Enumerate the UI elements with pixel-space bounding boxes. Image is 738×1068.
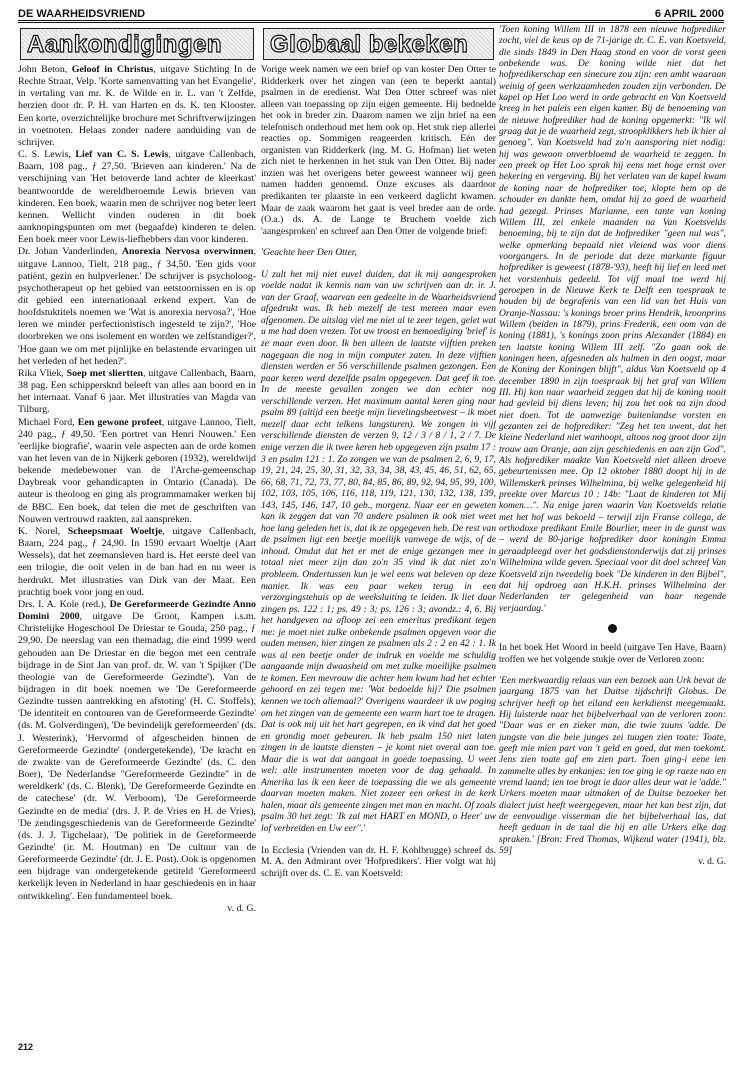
- announcement-item: K. Norel, Scheepsmaat Woeltje, uitgave Callenbach, Baarn, 224 pag., ƒ 24,90. In 1590 ervaart Woeltje (Aart Wessels), dat het zeemansleven hard is. Het eerste deel van een trilogie, die ooit velen in de ban had en nu weer is herdrukt. Met illustraties van Dirk van der Maat. Een prachtig boek voor jong en oud.: [18, 525, 256, 598]
- intro-paragraph: Vorige week namen we een brief op van koster Den Otter te Ridderkerk over het zingen van (een te beperkt aantal) psalmen in de eredienst. Wat Den Otter schreef was niet alleen van toepassing op zijn eigen gemeente. Hij bedoelde het ook in breder zin. Daarom namen we zijn brief na een telefonisch onderhoud met hem ook op. Het stuk riep allerlei reacties op. Sommigen reageerden kritisch. Eén der organisten van Ridderkerk (ing. M. G. Hofman) liet weten zich niet te herkennen in het stuk van Den Otter. Bij nader inzien was het overigens beter geweest wanneer wij geen namen hadden genoemd. Onze excuses als daardoor predikanten ter plaatste in een verkeerd daglicht kwamen. Maar de zaak waarom het gaat is veel breder aan de orde. (O.a.) ds. A. de Lange te Bruchem voelde zich 'aangesproken' en schreef aan Den Otter de volgende brief:: [261, 64, 496, 237]
- page-header: [18, 3, 724, 20]
- section-banner-overview: Globaal bekeken: [263, 28, 494, 60]
- separator-bullet: [499, 624, 726, 636]
- publication-name: DE WAARHEIDSVRIEND: [18, 8, 146, 20]
- author-signature: v. d. G.: [227, 902, 256, 914]
- quote-court-preacher: 'Toen koning Willem III in 1878 een nieuwe hofprediker zocht, viel de keus op de 71-jarige dr. C. E. van Koetsveld, die sinds 1849 in Den Haag stond en voor de vorst geen onbekende was. De koning wilde niet dat het hofpredikerschap een sinecure zou zijn: een ambt waaraan weinig of geen werkzaamheden zouden zijn verbonden. De kapel op Het Loo werd in orde gebracht en Van Koetsveld kreeg in het paleis een eigen kamer. Bij de benoeming van de nieuwe hofprediker had de koning opgemerkt: "Ik wil graag dat je de waarheid zegt, stroopklikkers heb ik hier al genoeg". Van Koetsveld had zo'n aansporing niet nodig: hij was gewoon onverbloemd de waarheid te zeggen. In een preek op Het Loo sprak hij eens met hoge ernst over bekering en vergeving. Bij het verlaten van de kapel kwam de koning naar de hofprediker toe, klopte hem op de schouder en dankte hem, omdat hij zo goed de waarheid had gezegd. Prinses Marianne, een tante van koning Willem III, zei enkele maanden na Van Koetsvelds benoeming, bij te zijn dat de hofprediker "geen nul was", welke opmerking bepaald niet vleiend was voor diens voorgangers. In de periode dat deze markante figuur hofprediker is geweest (1878-'93), heeft hij lief en leed met het vorstenhuis gedeeld. Tot vijf maal toe werd hij geroepen in de Nieuwe Kerk te Delft een toespraak te houden bij de begrafenis van een lid van het Huis van Oranje-Nassau: 's konings broer prins Hendrik, kroonprins Willem (beiden in 1879), prins Frederik, een oom van de koning (1881), 's konings zoon prins Alexander (1884) en ten laatste koning Willem III zelf. "Zo gaan ook de koningen heen, afgesneden als halmen in den oogst, maar de Koning der Koningen blijft", aldus Van Koetsveld op 4 december 1890 in zijn toespraak bij het graf van Willem III. Hij kon naar waarheid zeggen dat hij de koning nooit had gevleid bij diens leven; hij zou het ook na zijn dood niet doen. Tot de aanwezige buitenlandse vorsten en gezanten zei de hofprediker: "Zeg het ten uwent, dat het kleine Nederland niet wanhoopt, altoos nog groot door zijn trouw aan Oranje, aan zijn geschiedenis en aan zijn God". Als hofprediker maakte Van Koetsveld niet alleen droeve gebeurtenissen mee. Op 12 oktober 1880 doopt hij in de Willemskerk prinses Wilhelmina, bij welke gelegenheid hij preekte over Marcus 10 : 14b: "Laat de kinderen tot Mij komen…". Na enige jaren waarin Van Koetsvelds relatie met het hof was bekoeld – terwijl zijn Franse collega, de orthodoxe predikant Emile Bourlier, meer in de gunst was – werd de 80-jarige hofprediker door koningin Emma geraadpleegd over het godsdienstonderwijs dat zij prinses Wilhelmina wilde geven. Speciaal voor dit doel schreef Van Koetsveld zijn tweedelig boek "De kinderen in den Bijbel", dat hij opdroeg aan H.K.H. prinses Wilhelmina der Nederlanden ter gelegenheid van haar negende verjaardag.': [499, 24, 726, 614]
- announcement-item: C. S. Lewis, Lief van C. S. Lewis, uitgave Callenbach, Baarn, 108 pag., ƒ 27,50. 'Brieven aan kinderen.' Na de verschijning van 'Het betoverde land achter de kleerkast' beantwoordde de wereldberoemde Lewis brieven van kinderen. Een boek, waarin men de schrijver nog beter leert kennen. Wellicht vinden ouderen in dit boek aanknopingspunten om met (begaafde) kinderen te delen. Een boek meer voor Lewis-liefhebbers dan voor kinderen.: [18, 149, 256, 246]
- outro-paragraph: In Ecclesia (Vrienden van dr. H. F. Kohlbrugge) schreef ds. M. A. den Admirant over 'Hofpredikers'. Hier volgt wat hij schrijft over ds. C. E. van Koetsveld:: [261, 844, 496, 879]
- letter-body: U zult het mij niet euvel duiden, dat ik mij aangesproken voelde nadat ik kennis nam van uw schrijven aan dr. ir. J. van der Graaf, waarvan een gedeelte in de Waarheidsvriend afgedrukt was. Ik heb mezelf de test meteen maar even afgenomen. De uitslag viel me niet al te zeer tegen, gelet wat u me had doen vrezen. Tot uw troost en bemoediging 'brief' is ze maar even door. Ik ben alleen de laatste vijftien preken nagegaan die nog in mijn computer zaten. In deze vijftien diensten werden er 56 verschillende psalmen gezongen. Een paar keren werd dezelfde psalm opgegeven. Dat geef ik toe. In de meeste gevallen zongen we dan echter nog verschillende verzen. Het maximum aantal keren ging naar psalm 89 (altijd een beetje mijn lievelingsbeetwest – ik moet mezelf daar echt telkens langsturen). We zongen in vijf verschillende diensten de verzen 9, 12 / 3 / 8 / 1, 2 / 7. De enige verzen die ik twee keren heb opgegeven zijn psalm 17 : 3 en psalm 121 : 1. Zo zongen we van de psalmen 2, 6, 9, 17, 19, 21, 24, 25, 30, 31, 32, 33, 34, 38, 43, 45, 46, 51, 62, 65, 66, 68, 71, 72, 73, 77, 80, 84, 85, 86, 89, 92, 94, 95, 99, 100, 102, 103, 105, 106, 116, 118, 119, 121, 130, 132, 138, 139, 143, 145, 146, 147, 10 geb., morgenz. Naar eer en geweten kan ik zeggen dat van 70 andere psalmen ik ook niet weet hoe lang geleden het is, dat ik ze opgegeven heb. De rest van de psalmen ligt een beetje moeilijk vanwege de wijs, of de inhoud. Omdat dat het er met de enige gezangen mee in totaal niet meer zijn dan zo'n 35 vind ik dat niet zo'n probleem. Ondertussen kun je wel eens wat beleven op deze manier. Ik was een paar weken terug in een verzorgingstehuis op de weeksluiting te leiden. Ik liet daar zingen ps. 122 : 1; ps. 49 : 3; ps. 126 : 3; avondz.: 4, 6. Bij het handgeven na afloop zei een emeritus predikant tegen me: je moet niet zulke onbekende psalmen opgeven voor die ouden mensen, hier zingen ze psalmen als 2 : 2 en 42 : 1. Ik was al een beetje onder de indruk en voelde me schuldig aangaande mijn dwaasheid om met zulke moeilijke psalmen te komen. Een mevrouw die achter hem kwam had het echter gehoord en zei tegen me: 'Wat bedoelde hij? Die psalmen kennen we toch allemaal?' Overigens waardeer ik uw poging om het zingen van de gemeente een warm hart toe te dragen. Dat is ook mij uit het hart gegrepen, en ik vind dat het goed en grondig moet gebeuren. Ik heb psalm 150 niet laten zingen in de laatste diensten – je komt niet overal aan toe. Maar die is wat dat aangaat in goede toepassing. U weet wel: alle instrumenten moeten voor de dag gehaald. In Amerika las ik een keer de toepassing die we als gemeente daarvan moeten maken. Niet zozeer een orkest in de kerk halen, maar als gemeente zingen met man en macht. Of zoals psalm 30 het zegt: 'Ik zal met HART en MOND, o Heer' uw lof verbreiden en Uw eer''.': [261, 268, 496, 834]
- header-rule: [18, 20, 724, 23]
- announcement-item: Drs. I. A. Kole (red.), De Gereformeerde Gezindte Anno Domini 2000, uitgave De Groot, Kampen i.s.m. Christelijke Hogeschool De Driestar te Gouda, 250 pag., ƒ 29,90. De neerslag van een themadag, die eind 1999 werd gehouden aan De Driestar en die begon met een centrale bijdrage in de Sint Jan van prof. dr. W. van 't Spijker ('De theologie van de Gereformeerde Gezindte'). Van de bijdragen in dit boek noemen we 'De Gereformeerde Gezindte tussen aantrekking en afstoting' (H. C. Stoffels), 'De identiteit en contouren van de Gereformeerde Gezindte' (ds. M. Golverdingen), 'De bevindelijk gereformeerden' (ds. J. Westerink), 'Hervormd of afgescheiden binnen de Gereformeerde Gezindte' (ondergetekende), 'De kracht en de zwakte van de Gereformeerde Gezindte' (ds. C. den Boer), 'De Nederlandse "Gereformeerde Gezindte" in de wereldkerk' (ds. C. Blenk), 'De Gereformeerde Gezindte en de catechese' (dr. W. Verboom), 'De Gereformeerde Gezindte en de media' (drs. J. P. de Vries en H. de Vries), 'De zendingsgeschiedenis van de Gereformeerde Gezindte' (ds. J. J. Tigchelaar), 'De politiek in de Gereformeerde Gezindte' (ir. M. Houtman) en 'De cultuur van de Gereformeerde Gezindte' (dr. J. E. Post). Ook is opgenomen een bijdrage van ondergetekende getiteld 'Gereformeerd kerkelijk leven in Nederland in haar geschiedenis en in haar ontwikkeling'. Een fundamenteel boek.: [18, 598, 256, 902]
- book-title: Soep met sliertten: [66, 367, 144, 379]
- book-title: De Gereformeerde Gezindte Anno Domini 2000: [18, 598, 256, 623]
- announcement-item: Michael Ford, Een gewone profeet, uitgave Lannoo, Tielt, 240 pag., ƒ 49,50. 'Een portret van Henri Nouwen.' Een 'eerlijke biografie', waarin vele aspecten aan de orde komen van het leven van de in Nijkerk geboren (1932), wereldwijd bekende medebewoner van de l'Arche-gemeenschap Daybreak voor gehandicapten in Ontario (Canada). De auteur is theoloog en ging als programmamaker werken bij de BBC. Een boek, dat telen die met de geschriften van Nouwen vertrouwd raakten, zal aanspreken.: [18, 416, 256, 525]
- announcement-item: John Beton, Geloof in Christus, uitgave Stichting In de Rechte Straat, Velp. 'Korte samenvatting van het Evangelie', in vertaling van mr. K. de Wilde en ir. L. van 't Zelfde, herzien door dr. P. H. van Harten en ds. K. ten Klooster. Een korte, overzichtelijke brochure met Schriftverwijzingen in voetnoten. Helaas zonder nadere aanduiding van de schrijver.: [18, 64, 256, 148]
- quote-column: [499, 24, 726, 1034]
- issue-date: 6 APRIL 2000: [654, 8, 724, 20]
- bullet-icon: [608, 624, 617, 633]
- book-title: Een gewone profeet: [77, 416, 162, 428]
- book-title: Scheepsmaat Woeltje: [67, 525, 163, 537]
- announcement-item: Dr. Johan Vanderlinden, Anorexia Nervosa overwinnen, uitgave Lannoo, Tielt, 218 pag., ƒ 34,50. 'Een gids voor patiënt, gezin en hulpverlener.' De schrijver is psycholoog-psychotherapeut op het gebied van eetstoornissen en is op dit gebied een internationaal erkend expert. Van de hoofdstuktitels noemen we 'Wat is anorexia nervosa?', 'Hoe leren we minder perfectionistisch ingesteld te zijn?', 'Hoe doorbreken we ons isolement en worden we zelfstandiger?', 'Hoe gaan we om met pijnlijke en belastende ervaringen uit het verleden of het heden?'.: [18, 246, 256, 367]
- intro-paragraph-2: In het boek Het Woord in beeld (uitgave Ten Have, Baarn) troffen we het volgende stukje over de Verloren zoon:: [499, 642, 726, 665]
- section-banner-announcements: Aankondigingen: [20, 28, 254, 60]
- page-number: 212: [18, 1042, 34, 1052]
- announcement-item: Rika Vliek, Soep met sliertten, uitgave Callenbach, Baarn, 38 pag. Een schippersknd beleeft van alles aan boord en in het internaat. Vanaf 6 jaar. Met illustraties van Magda van Tilburg.: [18, 367, 256, 416]
- book-title: Lief van C. S. Lewis: [75, 149, 169, 161]
- announcements-column: [18, 64, 256, 994]
- book-title: Anorexia Nervosa overwinnen: [121, 246, 254, 258]
- author-signature: v. d. G.: [698, 856, 726, 868]
- book-title: Geloof in Christus: [71, 64, 154, 75]
- quote-prodigal-son: 'Een merkwaardig relaas van een bezoek aan Urk bevat de jaargang 1875 van het Duitse tijdschrift Globus. De schrijver heeft op het eiland een kerkdienst meegemaakt. Hij luisterde naar het bijbelverhaal van de verloren zoon: "Daar was er en zieker man, die twie zuuns 'adde. De jungste van die beie junges zei tuugen zien toate: Toate, geeft mie mien part van 't geld en goed, dat men toekomt. Jens zien toate gaf em zien part. Toen ging-i eene ien zammelte alles by enkanjes: ien toe ging ie op raeze nao en vremd laand; ien toe brogt ie daor alles deur wat ie 'adde." Urkers moeten maar uitmaken of de Duitse bezoeker het dialect juist heeft weergegeven, maar het kan best zijn, dat de eenvoudige visserman die het bijbelverhaal las, dat heeft gedaan in de taal die hij en alle Urkers elke dag spraken.' [Bron: Fred Thomas, Wijkend water (1941), blz. 59]: [499, 674, 726, 857]
- letter-salutation: 'Geachte heer Den Otter,: [261, 247, 357, 259]
- overview-column: [261, 64, 496, 1009]
